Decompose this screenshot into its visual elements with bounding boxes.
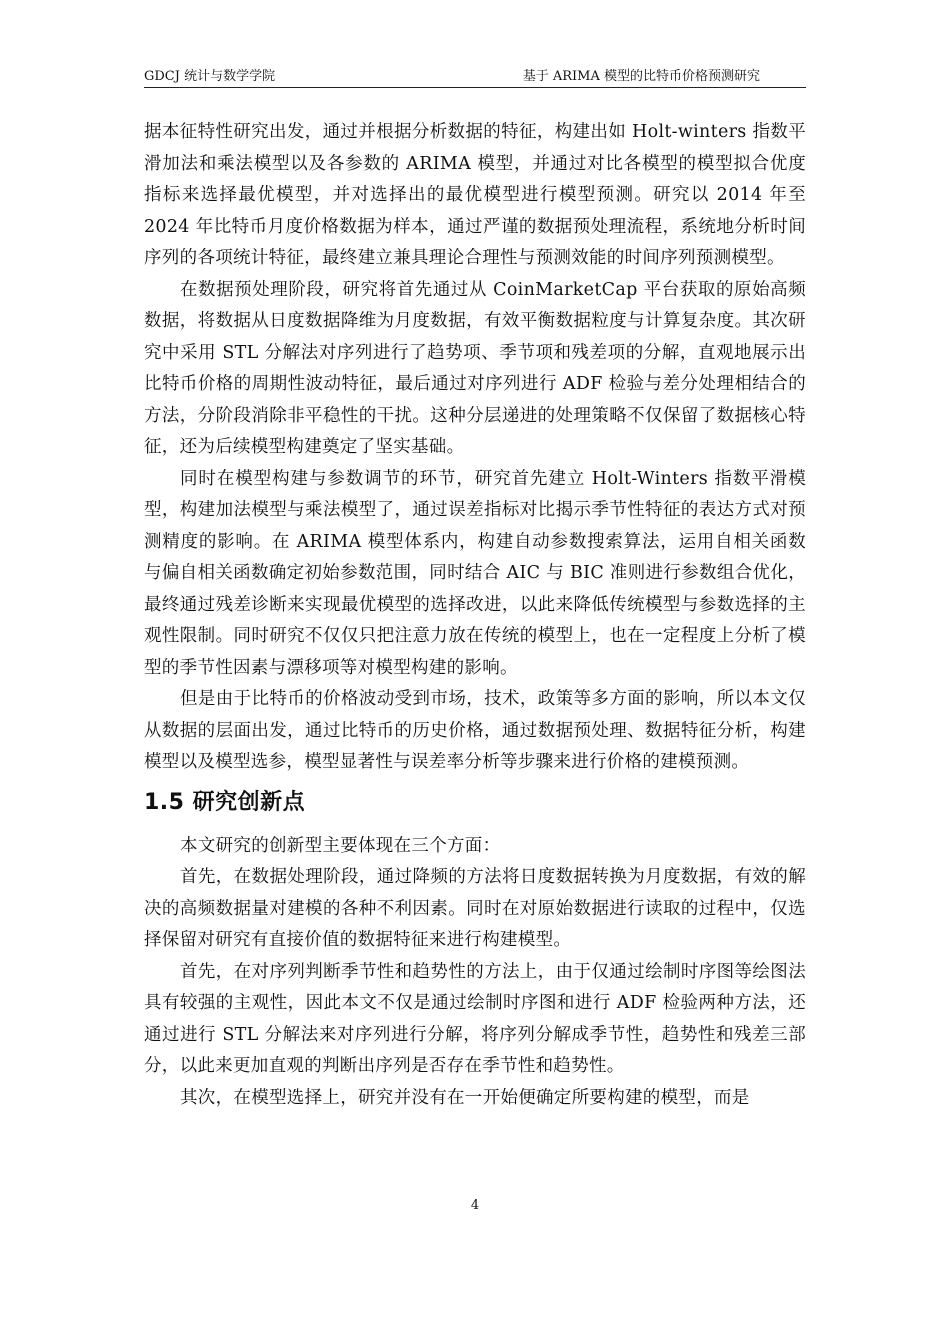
page-header xyxy=(144,66,806,88)
paragraph-innovation-model-selection: 其次，在模型选择上，研究并没有在一开始便确定所要构建的模型，而是 xyxy=(180,1087,750,1108)
paragraph-innovation-intro: 本文研究的创新型主要体现在三个方面： xyxy=(180,835,501,856)
header-right-text: 基于 ARIMA 模型的比特币价格预测研究 xyxy=(522,69,760,84)
paragraph-preprocessing: 在数据预处理阶段，研究将首先通过从 CoinMarketCap 平台获取的原始高频数据，将数据从日度数据降维为月度数据，有效平衡数据粒度与计算复杂度。其次研究中采用 STL 分解法对序列进行了趋势项、季节项和残差项的分解，直观地展示出比特币价格的周期性波动特征，最后通过对序列进行 ADF 检验与差分处理相结合的方法，分阶段消除非平稳性的干扰。这种分层递进的处理策略不仅保留了数据核心特征，还为后续模型构建奠定了坚实基础。 xyxy=(144,279,806,457)
page-number: 4 xyxy=(470,1198,480,1213)
paragraph-continued: 据本征特性研究出发，通过并根据分析数据的特征，构建出如 Holt-winters 指数平滑加法和乘法模型以及各参数的 ARIMA 模型，并通过对比各模型的模型拟合优度指标来选择最优模型，并对选择出的最优模型进行模型预测。研究以 2014 年至 2024 年比特币月度价格数据为样本，通过严谨的数据预处理流程，系统地分析时间序列的各项统计特征，最终建立兼具理论合理性与预测效能的时间序列预测模型。 xyxy=(144,122,806,268)
section-heading: 1.5 研究创新点 xyxy=(144,789,306,815)
body-text xyxy=(144,117,806,1114)
paragraph-scope: 但是由于比特币的价格波动受到市场，技术，政策等多方面的影响，所以本文仅从数据的层面出发，通过比特币的历史价格，通过数据预处理、数据特征分析，构建模型以及模型选参，模型显著性与误差率分析等步骤来进行价格的建模预测。 xyxy=(144,689,806,772)
paragraph-innovation-data: 首先，在数据处理阶段，通过降频的方法将日度数据转换为月度数据，有效的解决的高频数据量对建模的各种不利因素。同时在对原始数据进行读取的过程中，仅选择保留对研究有直接价值的数据特征来进行构建模型。 xyxy=(144,867,806,950)
paragraph-innovation-decomposition: 首先，在对序列判断季节性和趋势性的方法上，由于仅通过绘制时序图等绘图法具有较强的主观性，因此本文不仅是通过绘制时序图和进行 ADF 检验两种方法，还通过进行 STL 分解法来对序列进行分解，将序列分解成季节性，趋势性和残差三部分，以此来更加直观的判断出序列是否存在季节性和趋势性。 xyxy=(144,961,806,1076)
header-left-text: GDCJ 统计与数学学院 xyxy=(144,69,276,84)
paragraph-model-building: 同时在模型构建与参数调节的环节，研究首先建立 Holt-Winters 指数平滑模型，构建加法模型与乘法模型了，通过误差指标对比揭示季节性特征的表达方式对预测精度的影响。在 ARIMA 模型体系内，构建自动参数搜索算法，运用自相关函数与偏自相关函数确定初始参数范围，同时结合 AIC 与 BIC 准则进行参数组合优化，最终通过残差诊断来实现最优模型的选择改进，以此来降低传统模型与参数选择的主观性限制。同时研究不仅仅只把注意力放在传统的模型上，也在一定程度上分析了模型的季节性因素与漂移项等对模型构建的影响。 xyxy=(144,468,806,678)
